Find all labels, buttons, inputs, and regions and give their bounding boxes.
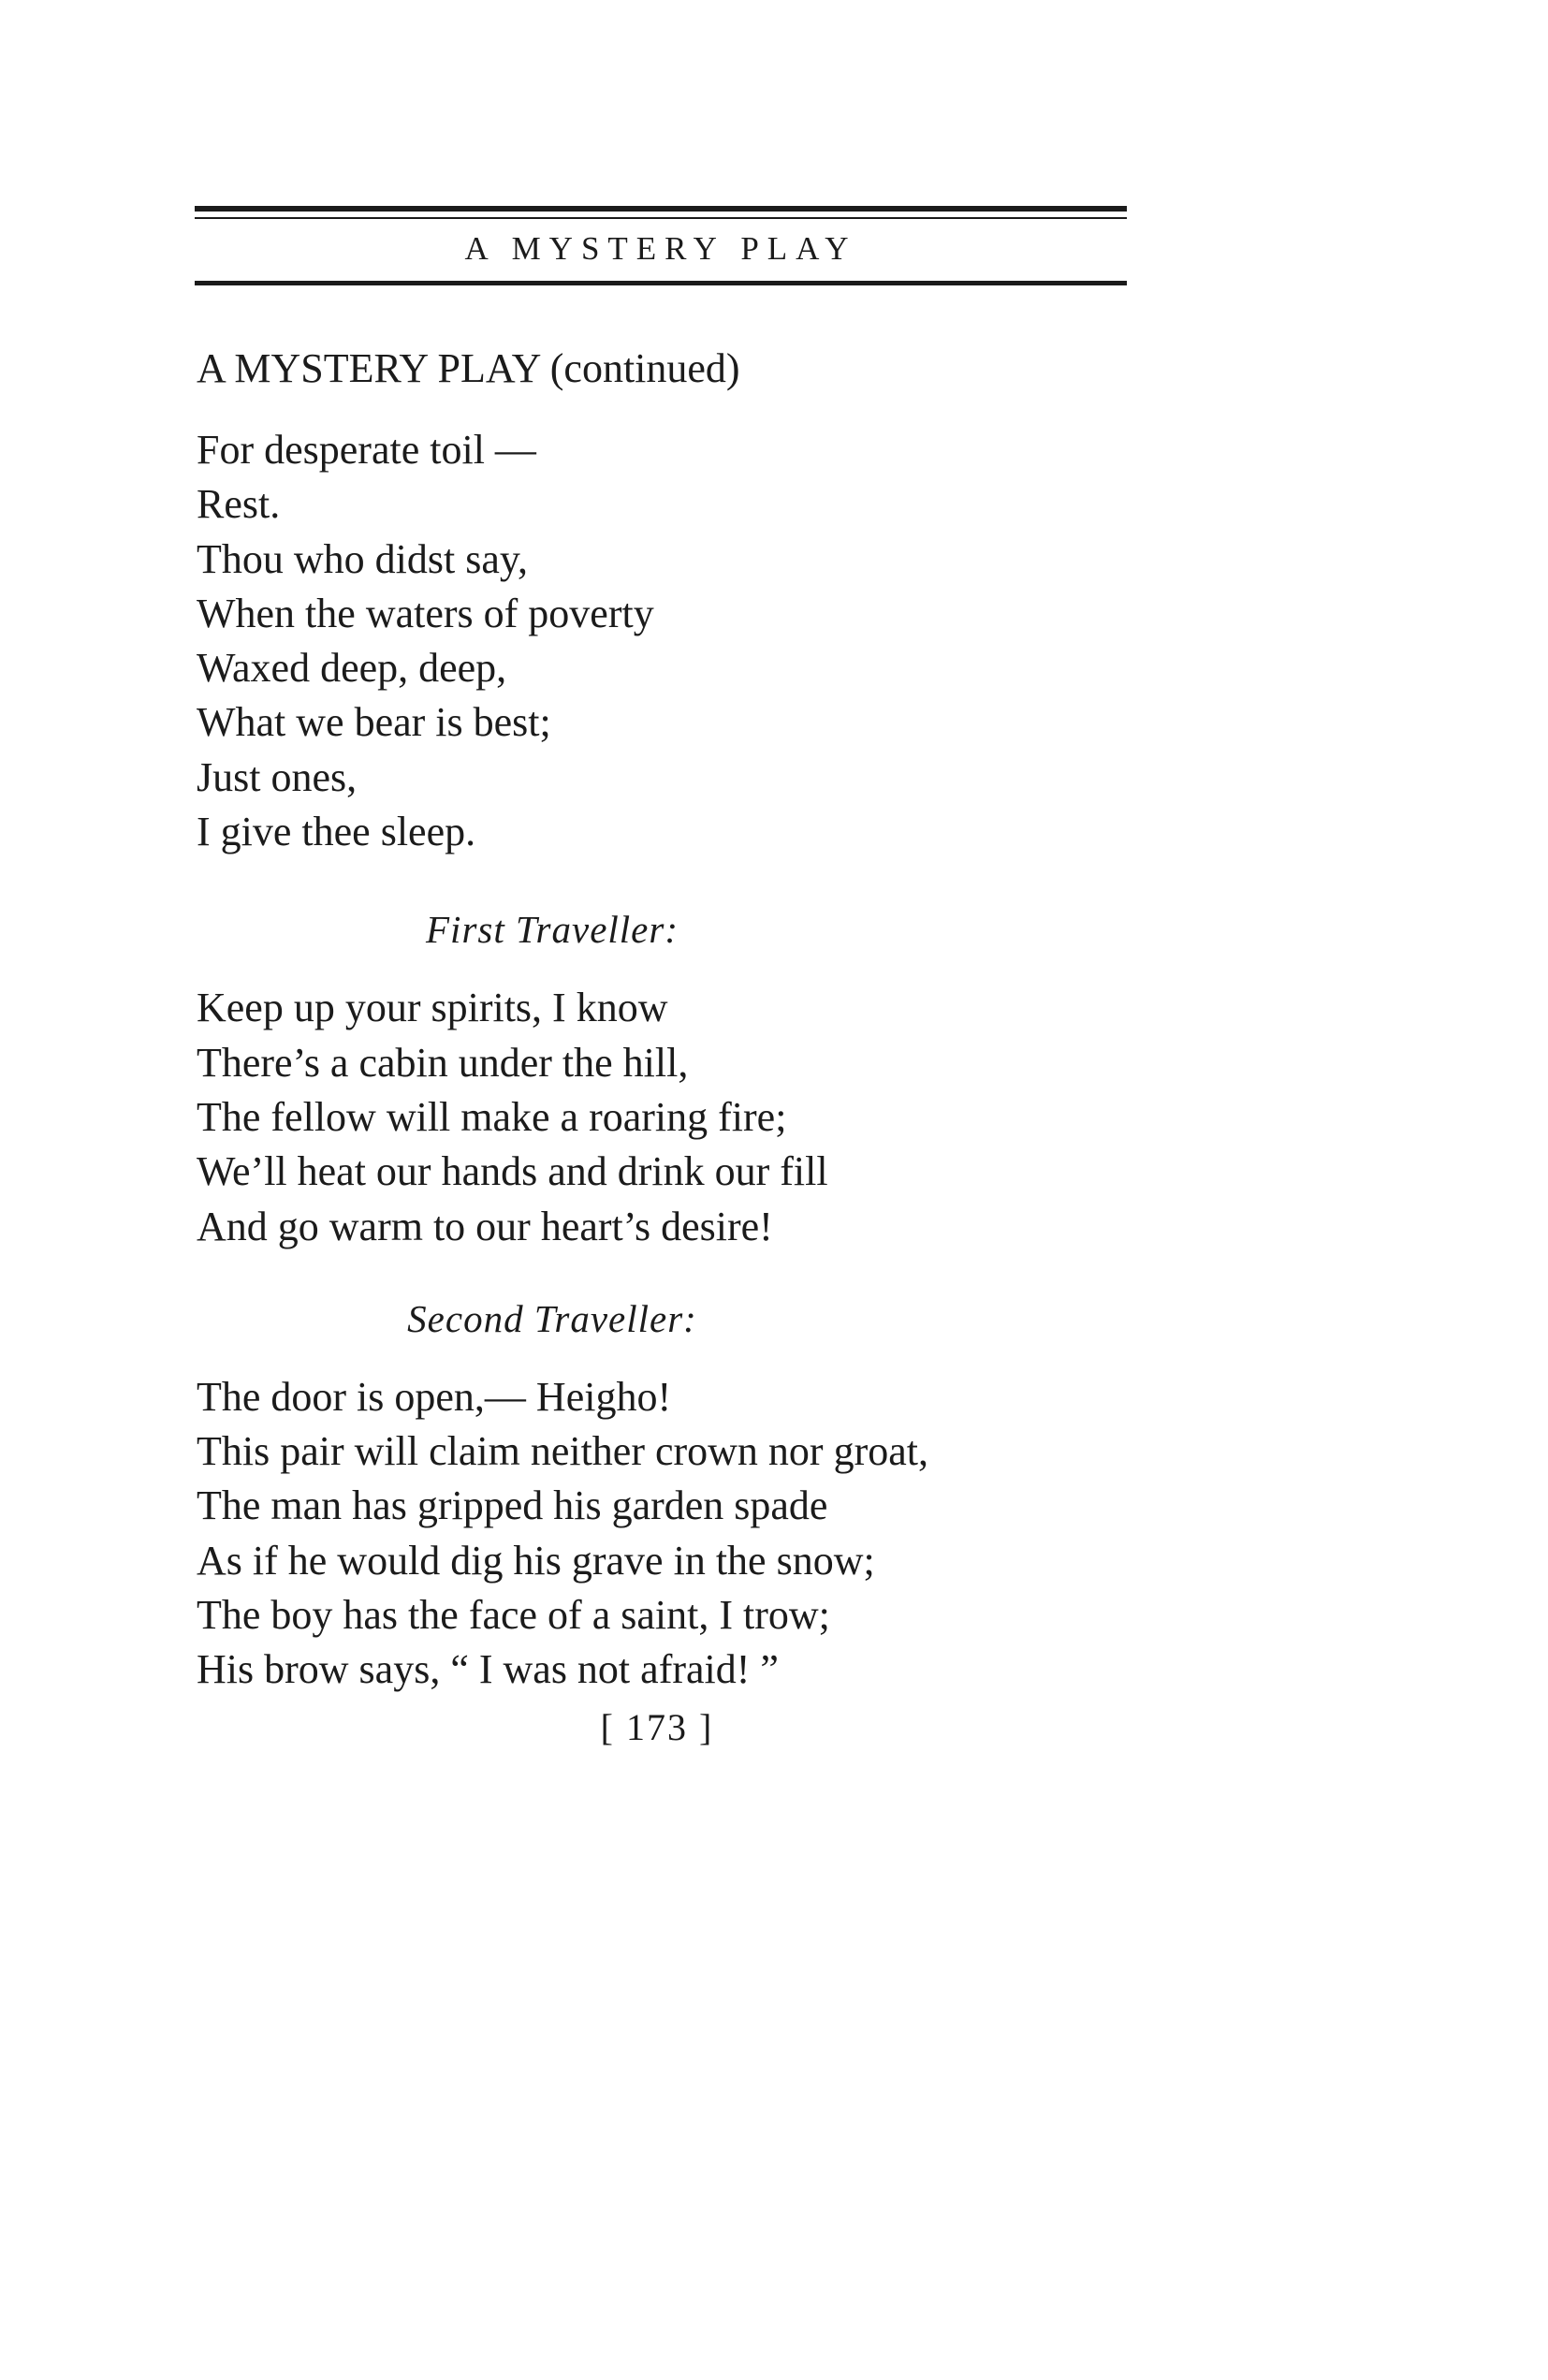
running-head-title: A MYSTERY PLAY: [464, 230, 857, 267]
stanza-3: [197, 1370, 1142, 1698]
verse-line: Waxed deep, deep,: [197, 645, 507, 692]
verse-line: I give thee sleep.: [197, 809, 476, 855]
verse-line: There’s a cabin under the hill,: [197, 1039, 689, 1086]
verse-line: The door is open,— Heigho!: [197, 1373, 672, 1420]
verse-line: And go warm to our heart’s desire!: [197, 1203, 773, 1249]
verse-line: The man has gripped his garden spade: [197, 1482, 828, 1529]
poem-body: [197, 341, 1142, 1698]
verse-line: The fellow will make a roaring fire;: [197, 1093, 787, 1140]
verse-line: Thou who didst say,: [197, 535, 529, 582]
speaker-second-traveller: Second Traveller:: [407, 1296, 697, 1340]
verse-line: We’ll heat our hands and drink our fill: [197, 1148, 828, 1195]
section-title: A MYSTERY PLAY (continued): [197, 345, 740, 391]
stanza-1: [197, 423, 1142, 859]
verse-line: What we bear is best;: [197, 699, 551, 746]
verse-line: When the waters of poverty: [197, 590, 654, 636]
stanza-2: [197, 981, 1142, 1253]
page-number: [ 173 ]: [600, 1706, 714, 1748]
header-rule-bottom: [195, 281, 1127, 285]
header-rule-top: [195, 206, 1127, 212]
verse-line: His brow says, “ I was not afraid! ”: [197, 1646, 779, 1693]
verse-line: Rest.: [197, 481, 281, 528]
verse-line: The boy has the face of a saint, I trow;: [197, 1592, 830, 1639]
running-head: [195, 206, 1127, 285]
verse-line: As if he would dig his grave in the snow;: [197, 1537, 875, 1584]
verse-line: Keep up your spirits, I know: [197, 985, 668, 1031]
verse-line: For desperate toil —: [197, 427, 536, 473]
verse-line: Just ones,: [197, 753, 358, 800]
header-rule-thin: [195, 217, 1127, 219]
speaker-first-traveller: First Traveller:: [426, 908, 679, 952]
verse-line: This pair will claim neither crown nor groat,: [197, 1428, 928, 1475]
